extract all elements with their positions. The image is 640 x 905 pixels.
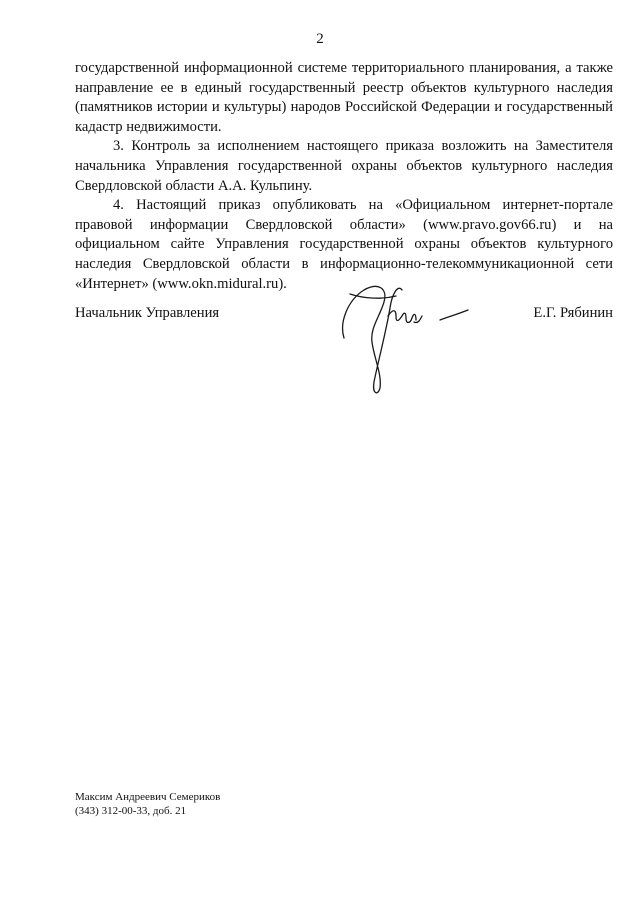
- signatory-title: Начальник Управления: [75, 305, 220, 321]
- document-body: [75, 59, 613, 294]
- signatory-name: Е.Г. Рябинин: [533, 305, 613, 321]
- executor-name: Максим Андреевич Семериков: [75, 791, 221, 803]
- executor-info: [75, 790, 220, 818]
- page-number: 2: [316, 31, 324, 47]
- paragraph-item-3: 3. Контроль за исполнением настоящего приказа возложить на Заместителя начальника Управления государственной охраны объектов культурного наследия Свердловской области А.А. Кульпину.: [75, 138, 613, 194]
- paragraph-continuation: государственной информационной системе территориального планирования, а также направление ее в единый государственный реестр объектов культурного наследия (памятников истории и культуры) народов Российской Федерации и государственный кадастр недвижимости.: [75, 60, 613, 135]
- paragraph-item-4: 4. Настоящий приказ опубликовать на «Официальном интернет-портале правовой информации Свердловской области» (www.pravo.gov66.ru) и на официальном сайте Управления государственной охраны объектов культурного наследия Свердловской области в информационно-телекоммуникационной сети «Интернет» (www.okn.midural.ru).: [75, 197, 613, 292]
- handwritten-signature: [336, 270, 476, 400]
- executor-phone: (343) 312-00-33, доб. 21: [75, 805, 187, 817]
